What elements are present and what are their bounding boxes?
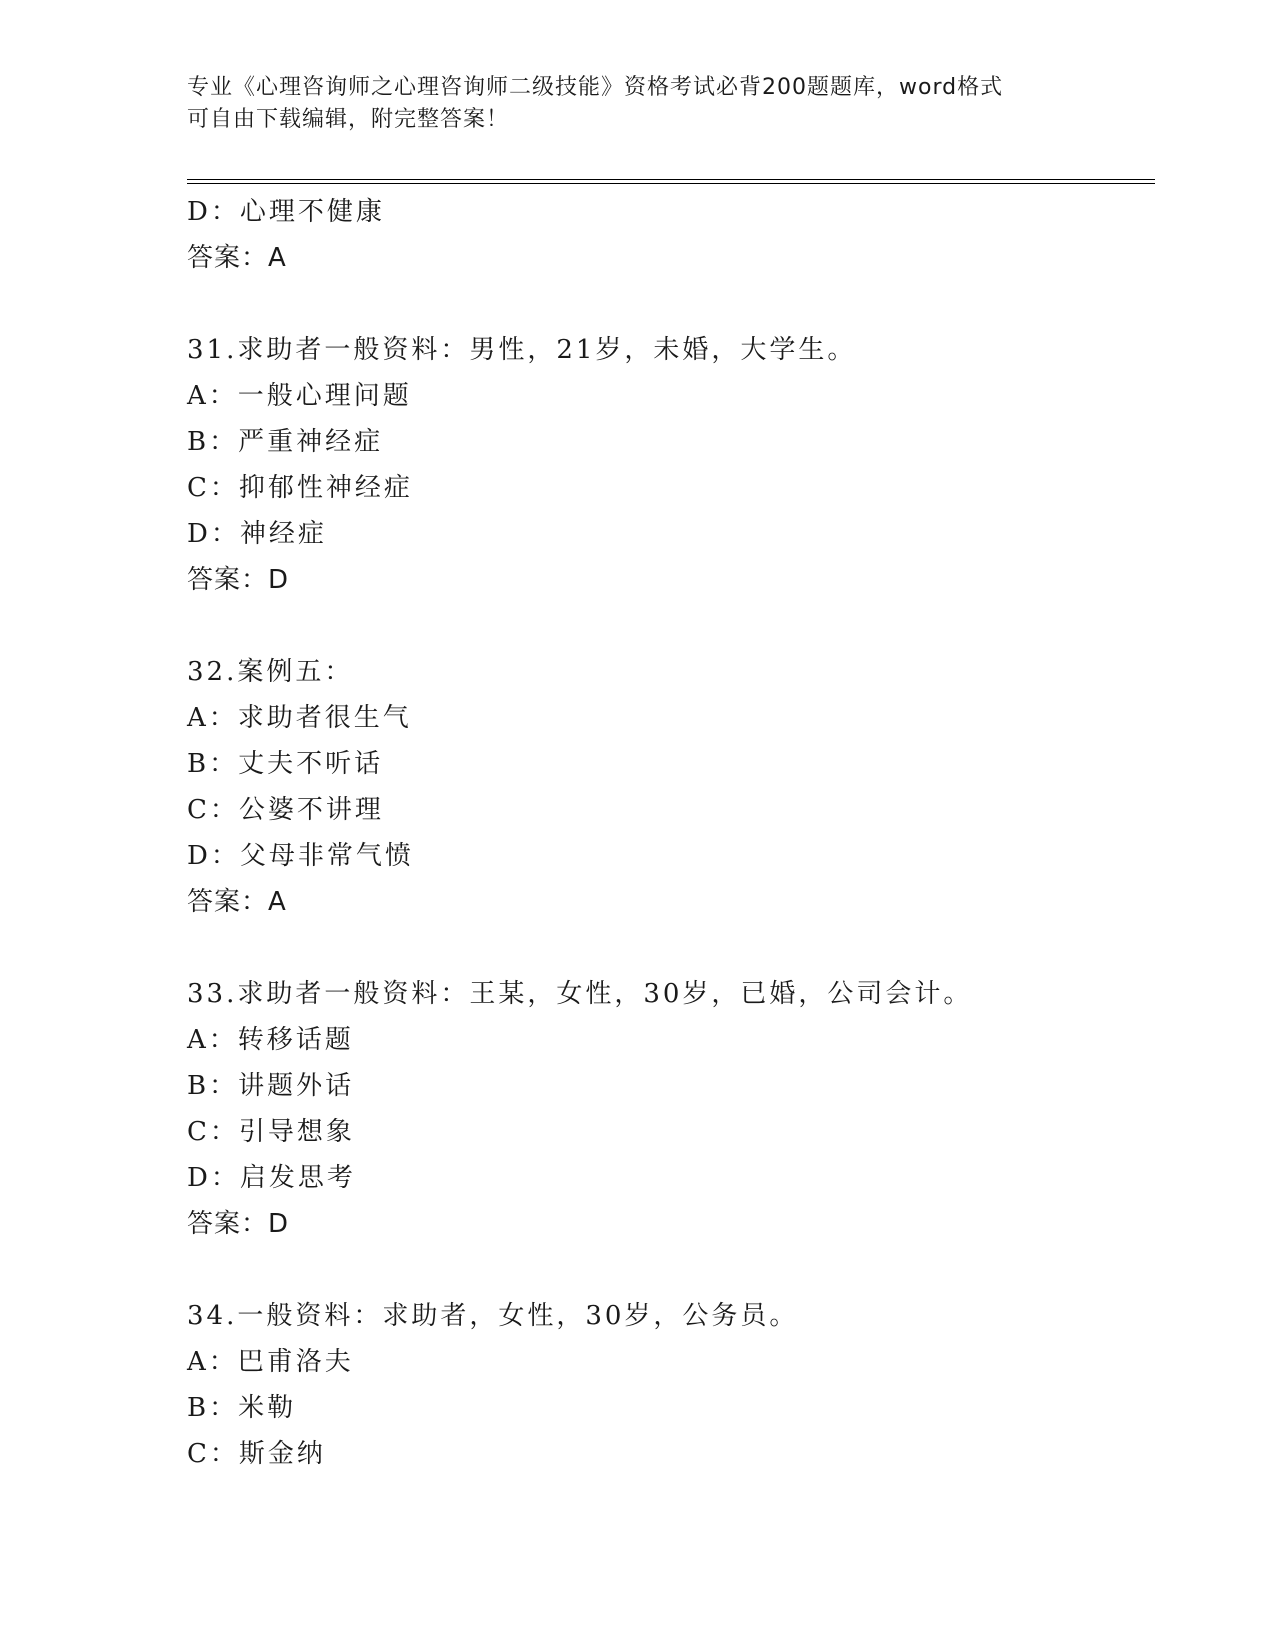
q31-answer: 答案：D [187,565,290,595]
spacer [187,603,1147,649]
q31-option-a: A：一般心理问题 [187,381,412,411]
q31-option-c: C：抑郁性神经症 [187,473,413,503]
q31-option-b: B：严重神经症 [187,427,384,457]
q33-option-c: C：引导想象 [187,1117,355,1147]
q33-option-d: D：启发思考 [187,1163,356,1193]
q34-option-b: B：米勒 [187,1393,297,1423]
q32-option-c: C：公婆不讲理 [187,795,384,825]
q34-stem: 34.一般资料：求助者，女性，30岁，公务员。 [187,1301,799,1331]
q33-option-a: A：转移话题 [187,1025,354,1055]
header-rule-top [187,179,1155,180]
spacer [187,281,1147,327]
q32-option-d: D：父母非常气愤 [187,841,414,871]
header-line-2: 可自由下载编辑，附完整答案！ [187,107,510,132]
q33-answer: 答案：D [187,1209,290,1239]
q33-stem: 33.求助者一般资料：王某，女性，30岁，已婚，公司会计。 [187,979,973,1009]
q31-stem: 31.求助者一般资料：男性，21岁，未婚，大学生。 [187,335,857,365]
q32-option-b: B：丈夫不听话 [187,749,384,779]
q34-option-c: C：斯金纳 [187,1439,326,1469]
document-header [187,72,1087,136]
question-list [187,189,1147,1477]
header-line-1: 专业《心理咨询师之心理咨询师二级技能》资格考试必背200题题库，word格式 [187,75,1004,100]
spacer [187,925,1147,971]
q32-option-a: A：求助者很生气 [187,703,412,733]
q32-stem: 32.案例五： [187,657,354,687]
q34-option-a: A：巴甫洛夫 [187,1347,354,1377]
header-rule-bottom [187,183,1155,184]
q33-option-b: B：讲题外话 [187,1071,355,1101]
q31-option-d: D：神经症 [187,519,327,549]
prev-answer: 答案：A [187,243,287,273]
prev-option-d: D：心理不健康 [187,197,385,227]
spacer [187,1247,1147,1293]
q32-answer: 答案：A [187,887,287,917]
